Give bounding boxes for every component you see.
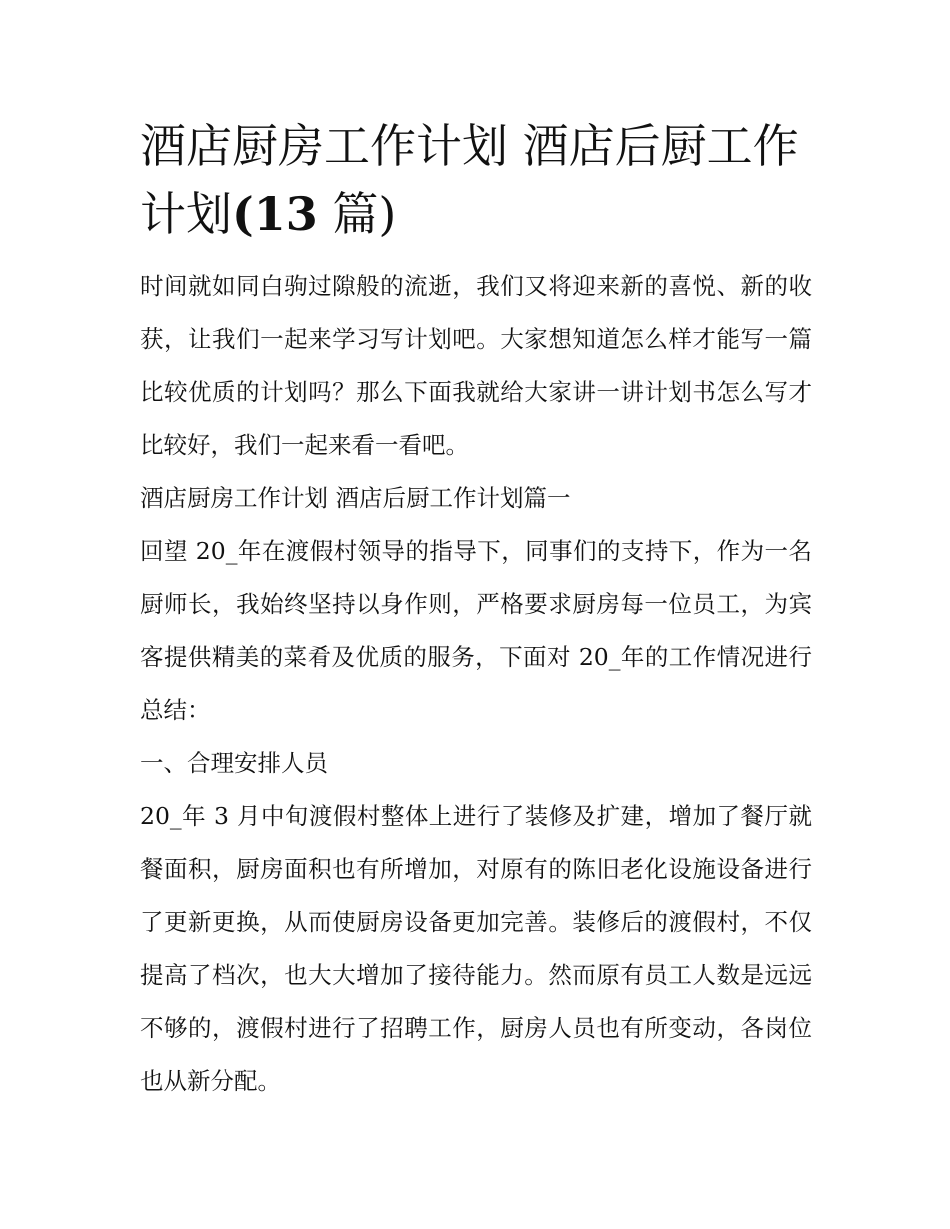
- title-text: 酒店厨房工作计划 酒店后厨工作计划: [140, 119, 799, 241]
- document-title: [140, 112, 812, 248]
- title-count: (13: [232, 187, 318, 241]
- section-heading: 酒店厨房工作计划 酒店后厨工作计划篇一: [140, 484, 571, 512]
- intro-paragraph: 时间就如同白驹过隙般的流逝，我们又将迎来新的喜悦、新的收获，让我们一起来学习写计划吧。大家想知道怎么样才能写一篇比较优质的计划吗？那么下面我就给大家讲一讲计划书怎么写才比较好，我们一起来看一看吧。: [140, 272, 812, 459]
- body-paragraph-1: 回望 20_年在渡假村领导的指导下，同事们的支持下，作为一名厨师长，我始终坚持以身作则，严格要求厨房每一位员工，为宾客提供精美的菜肴及优质的服务，下面对 20_年的工作情况进行总结：: [140, 537, 812, 724]
- body-paragraph-2: 20_年 3 月中旬渡假村整体上进行了装修及扩建，增加了餐厅就餐面积，厨房面积也有所增加，对原有的陈旧老化设施设备进行了更新更换，从而使厨房设备更加完善。装修后的渡假村，不仅提高了档次，也大大增加了接待能力。然而原有员工人数是远远不够的，渡假村进行了招聘工作，厨房人员也有所变动，各岗位也从新分配。: [140, 802, 812, 1095]
- subheading-1: 一、合理安排人员: [140, 749, 328, 777]
- title-suffix: 篇): [317, 187, 397, 241]
- document-body: [140, 112, 812, 1108]
